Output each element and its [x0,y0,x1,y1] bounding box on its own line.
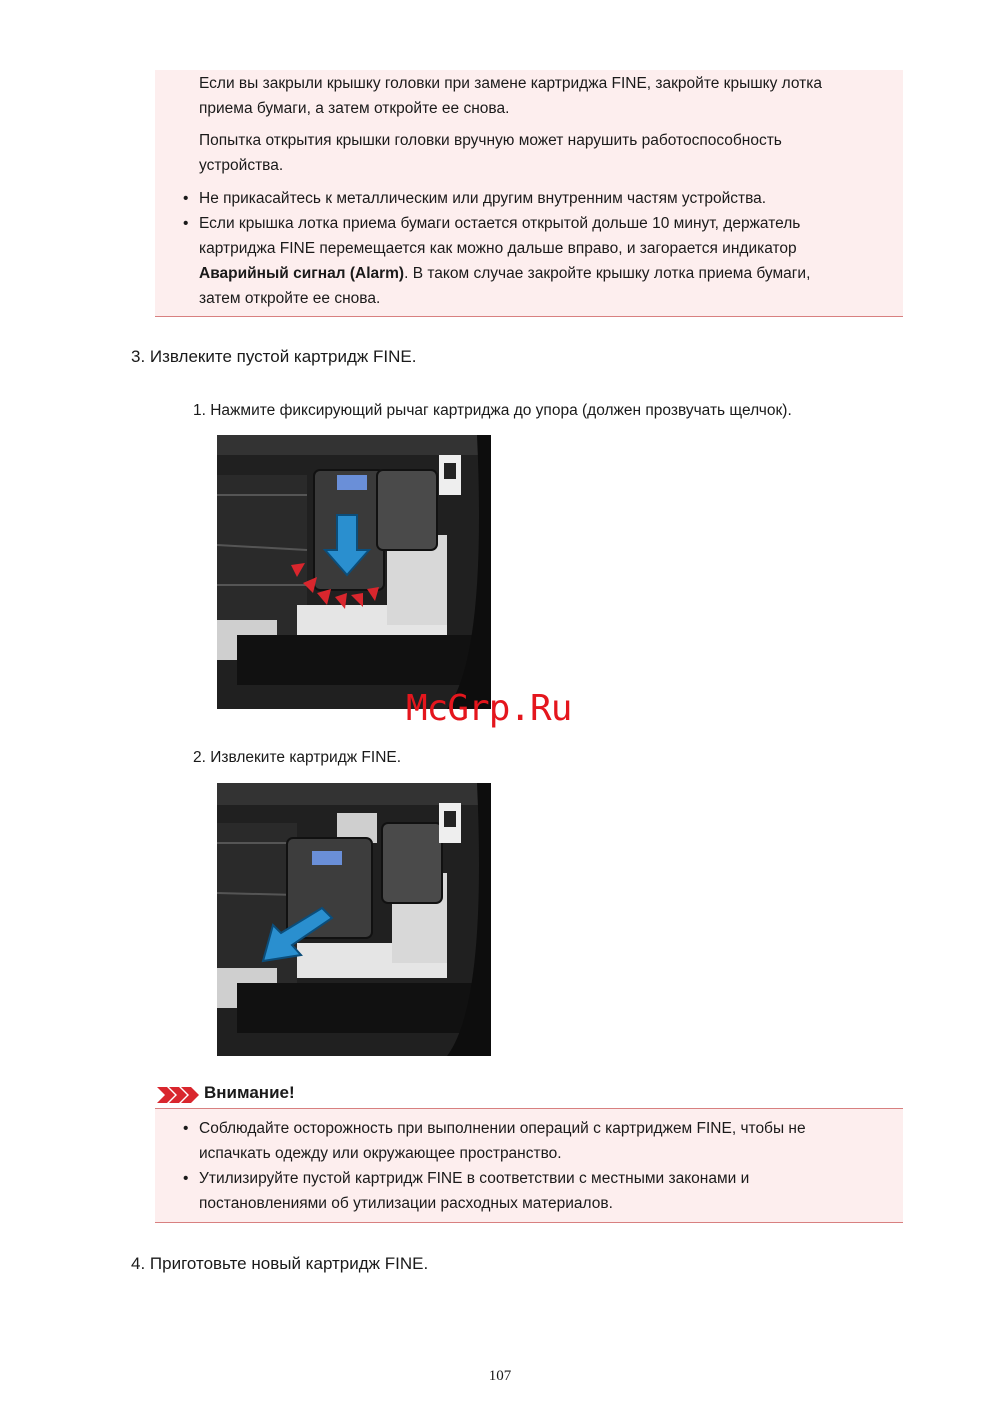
printer-illustration [217,783,491,1056]
notice-text: Попытка открытия крышки головки вручную может нарушить работоспособность [199,132,782,149]
alarm-label: Аварийный сигнал (Alarm) [199,265,405,282]
attention-bullet: Соблюдайте осторожность при выполнении операций с картриджем FINE, чтобы не [199,1120,806,1137]
bullet-dot: • [183,190,189,207]
step-3-title: 3. Извлеките пустой картридж FINE. [131,347,417,366]
photo-press-lever [217,435,491,709]
notice-bullet: Если крышка лотка приема бумаги остается открытой дольше 10 минут, держатель [199,215,801,232]
attention-bullet: испачкать одежду или окружающее пространство. [199,1145,562,1162]
page-number: 107 [488,1368,512,1384]
notice-bullet: Не прикасайтесь к металлическим или другим внутренним частям устройства. [199,190,767,207]
attention-title: Внимание! [204,1083,295,1102]
step-3-sub-2: 2. Извлеките картридж FINE. [193,749,402,766]
printer-illustration [217,435,491,709]
watermark: McGrp.Ru [406,688,572,729]
step-3-sub-1: 1. Нажмите фиксирующий рычаг картриджа до упора (должен прозвучать щелчок). [193,402,792,419]
bullet-dot: • [183,215,189,232]
notice-bullet: затем откройте ее снова. [199,290,381,307]
notice-bullet [199,261,810,286]
step-4-title: 4. Приготовьте новый картридж FINE. [131,1254,429,1273]
attention-icon [157,1087,199,1103]
photo-remove-cartridge [217,783,491,1056]
attention-bullet: постановлениями об утилизации расходных материалов. [199,1195,613,1212]
bullet-dot: • [183,1120,189,1137]
notice-text: Если вы закрыли крышку головки при замене картриджа FINE, закройте крышку лотка [199,75,822,92]
notice-bullet-rest: . В таком случае закройте крышку лотка приема бумаги, [404,265,811,282]
bullet-dot: • [183,1170,189,1187]
notice-text: приема бумаги, а затем откройте ее снова. [199,100,510,117]
notice-bullet: картриджа FINE перемещается как можно дальше вправо, и загорается индикатор [199,240,797,257]
notice-text: устройства. [199,157,284,174]
chevron-arrows-icon [157,1087,199,1103]
attention-bullet: Утилизируйте пустой картридж FINE в соответствии с местными законами и [199,1170,750,1187]
